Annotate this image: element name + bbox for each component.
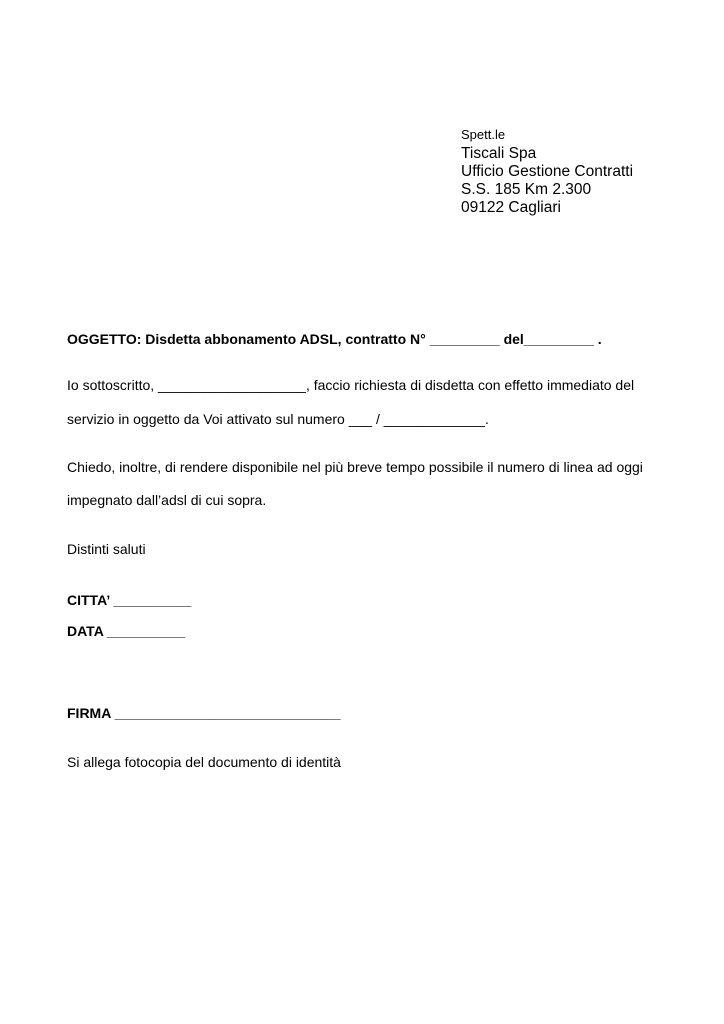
subject-line: OGGETTO: Disdetta abbonamento ADSL, contratto N° _________ del_________ .	[67, 331, 602, 347]
body-paragraph-1-line-2: servizio in oggetto da Voi attivato sul numero ___ / _____________.	[67, 411, 489, 427]
closing-salutation: Distinti saluti	[67, 541, 146, 557]
date-field: DATA __________	[67, 623, 186, 639]
body-paragraph-2-line-2: impegnato dall’adsl di cui sopra.	[67, 492, 267, 508]
recipient-company: Tiscali Spa	[461, 145, 537, 162]
city-field: CITTA’ __________	[67, 592, 192, 608]
signature-field: FIRMA _____________________________	[67, 705, 341, 721]
recipient-city: 09122 Cagliari	[461, 199, 561, 216]
body-paragraph-1-line-1: Io sottoscritto, ___________________, faccio richiesta di disdetta con effetto immediato del	[67, 377, 635, 393]
recipient-office: Ufficio Gestione Contratti	[461, 163, 634, 180]
body-paragraph-2-line-1: Chiedo, inoltre, di rendere disponibile nel più breve tempo possibile il numero di linea ad oggi	[67, 459, 643, 475]
recipient-address-block	[461, 127, 633, 217]
attachment-note: Si allega fotocopia del documento di identità	[67, 754, 341, 770]
recipient-salutation: Spett.le	[461, 127, 506, 142]
recipient-street-address: S.S. 185 Km 2.300	[461, 181, 592, 198]
